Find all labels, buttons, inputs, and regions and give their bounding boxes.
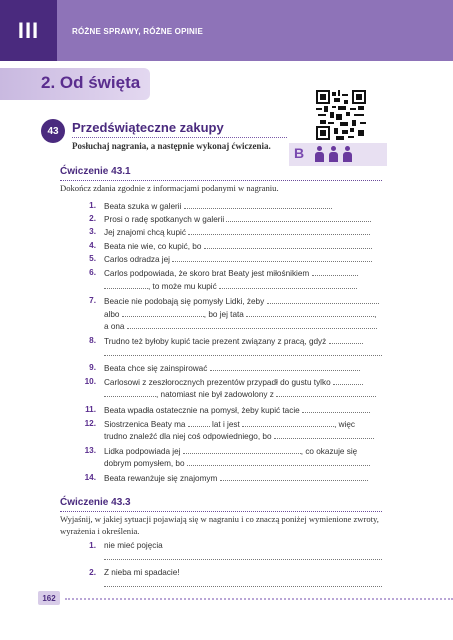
answer-blank[interactable] <box>183 445 301 454</box>
answer-blank[interactable] <box>274 430 374 439</box>
chapter-marker: III <box>0 0 57 61</box>
person-icon <box>342 146 353 162</box>
answer-blank[interactable] <box>104 347 382 356</box>
answer-blank[interactable] <box>104 280 148 289</box>
person-icon <box>314 146 325 162</box>
exercise-heading-43-3: Ćwiczenie 43.3 <box>60 497 131 508</box>
list-item-continuation: , to może mu kupić <box>104 280 357 293</box>
answer-blank[interactable] <box>210 362 360 371</box>
list-item-continuation: albo , bo jej tata , <box>104 310 377 319</box>
list-item-continuation: , natomiast nie był zadowolony z <box>104 388 376 401</box>
exercise-subtitle: Posłuchaj nagrania, a następnie wykonaj ćwiczenia. <box>72 141 271 151</box>
answer-blank[interactable] <box>242 418 334 427</box>
answer-blank[interactable] <box>104 388 156 397</box>
answer-blank[interactable] <box>122 308 204 317</box>
footer-divider <box>65 598 453 600</box>
exercise-title: Przedświąteczne zakupy <box>72 120 224 135</box>
divider <box>60 511 382 512</box>
qr-code[interactable] <box>316 90 366 140</box>
section-title: 2. Od święta <box>41 73 141 92</box>
answer-blank[interactable] <box>276 388 376 397</box>
answer-blank[interactable] <box>204 240 372 249</box>
person-icon <box>328 146 339 162</box>
list-item-continuation: dobrym pomysłem, bo <box>104 457 370 470</box>
answer-blank[interactable] <box>302 404 370 413</box>
answer-blank[interactable] <box>312 267 358 276</box>
page-number: 162 <box>38 591 60 605</box>
exercise-instruction: Dokończ zdania zgodnie z informacjami podanymi w nagraniu. <box>60 183 279 193</box>
answer-blank[interactable] <box>329 335 363 344</box>
list-item-continuation: trudno znaleźć dla niej coś odpowiedniego, bo <box>104 430 374 443</box>
answer-blank[interactable] <box>226 213 371 222</box>
chapter-title: RÓŻNE SPRAWY, RÓŻNE OPINIE <box>72 27 203 36</box>
answer-line[interactable] <box>104 578 382 591</box>
answer-blank[interactable] <box>219 280 357 289</box>
answer-blank[interactable] <box>184 200 332 209</box>
answer-blank[interactable] <box>333 376 363 385</box>
answer-blank[interactable] <box>188 226 370 235</box>
answer-blank[interactable] <box>127 320 377 329</box>
exercise-number: 43 <box>41 119 65 143</box>
list-item-continuation <box>104 347 382 360</box>
qr-code-icon <box>316 90 366 140</box>
answer-line[interactable] <box>104 551 382 564</box>
exercise-heading-43-1: Ćwiczenie 43.1 <box>60 166 131 177</box>
exercise-instruction: Wyjaśnij, w jakiej sytuacji pojawiają się w nagraniu i co znaczą poniżej wymienione zwroty, wyrażenia i określenia. <box>60 514 379 536</box>
divider <box>72 137 287 138</box>
answer-blank[interactable] <box>188 418 210 427</box>
answer-blank[interactable] <box>220 472 368 481</box>
divider <box>60 180 382 181</box>
answer-blank[interactable] <box>187 457 370 466</box>
group-work-icon <box>314 146 353 162</box>
answer-blank[interactable] <box>267 295 379 304</box>
list-item-continuation: a ona <box>104 320 377 333</box>
level-label: B <box>294 145 305 161</box>
answer-blank[interactable] <box>246 308 374 317</box>
answer-blank[interactable] <box>172 253 372 262</box>
